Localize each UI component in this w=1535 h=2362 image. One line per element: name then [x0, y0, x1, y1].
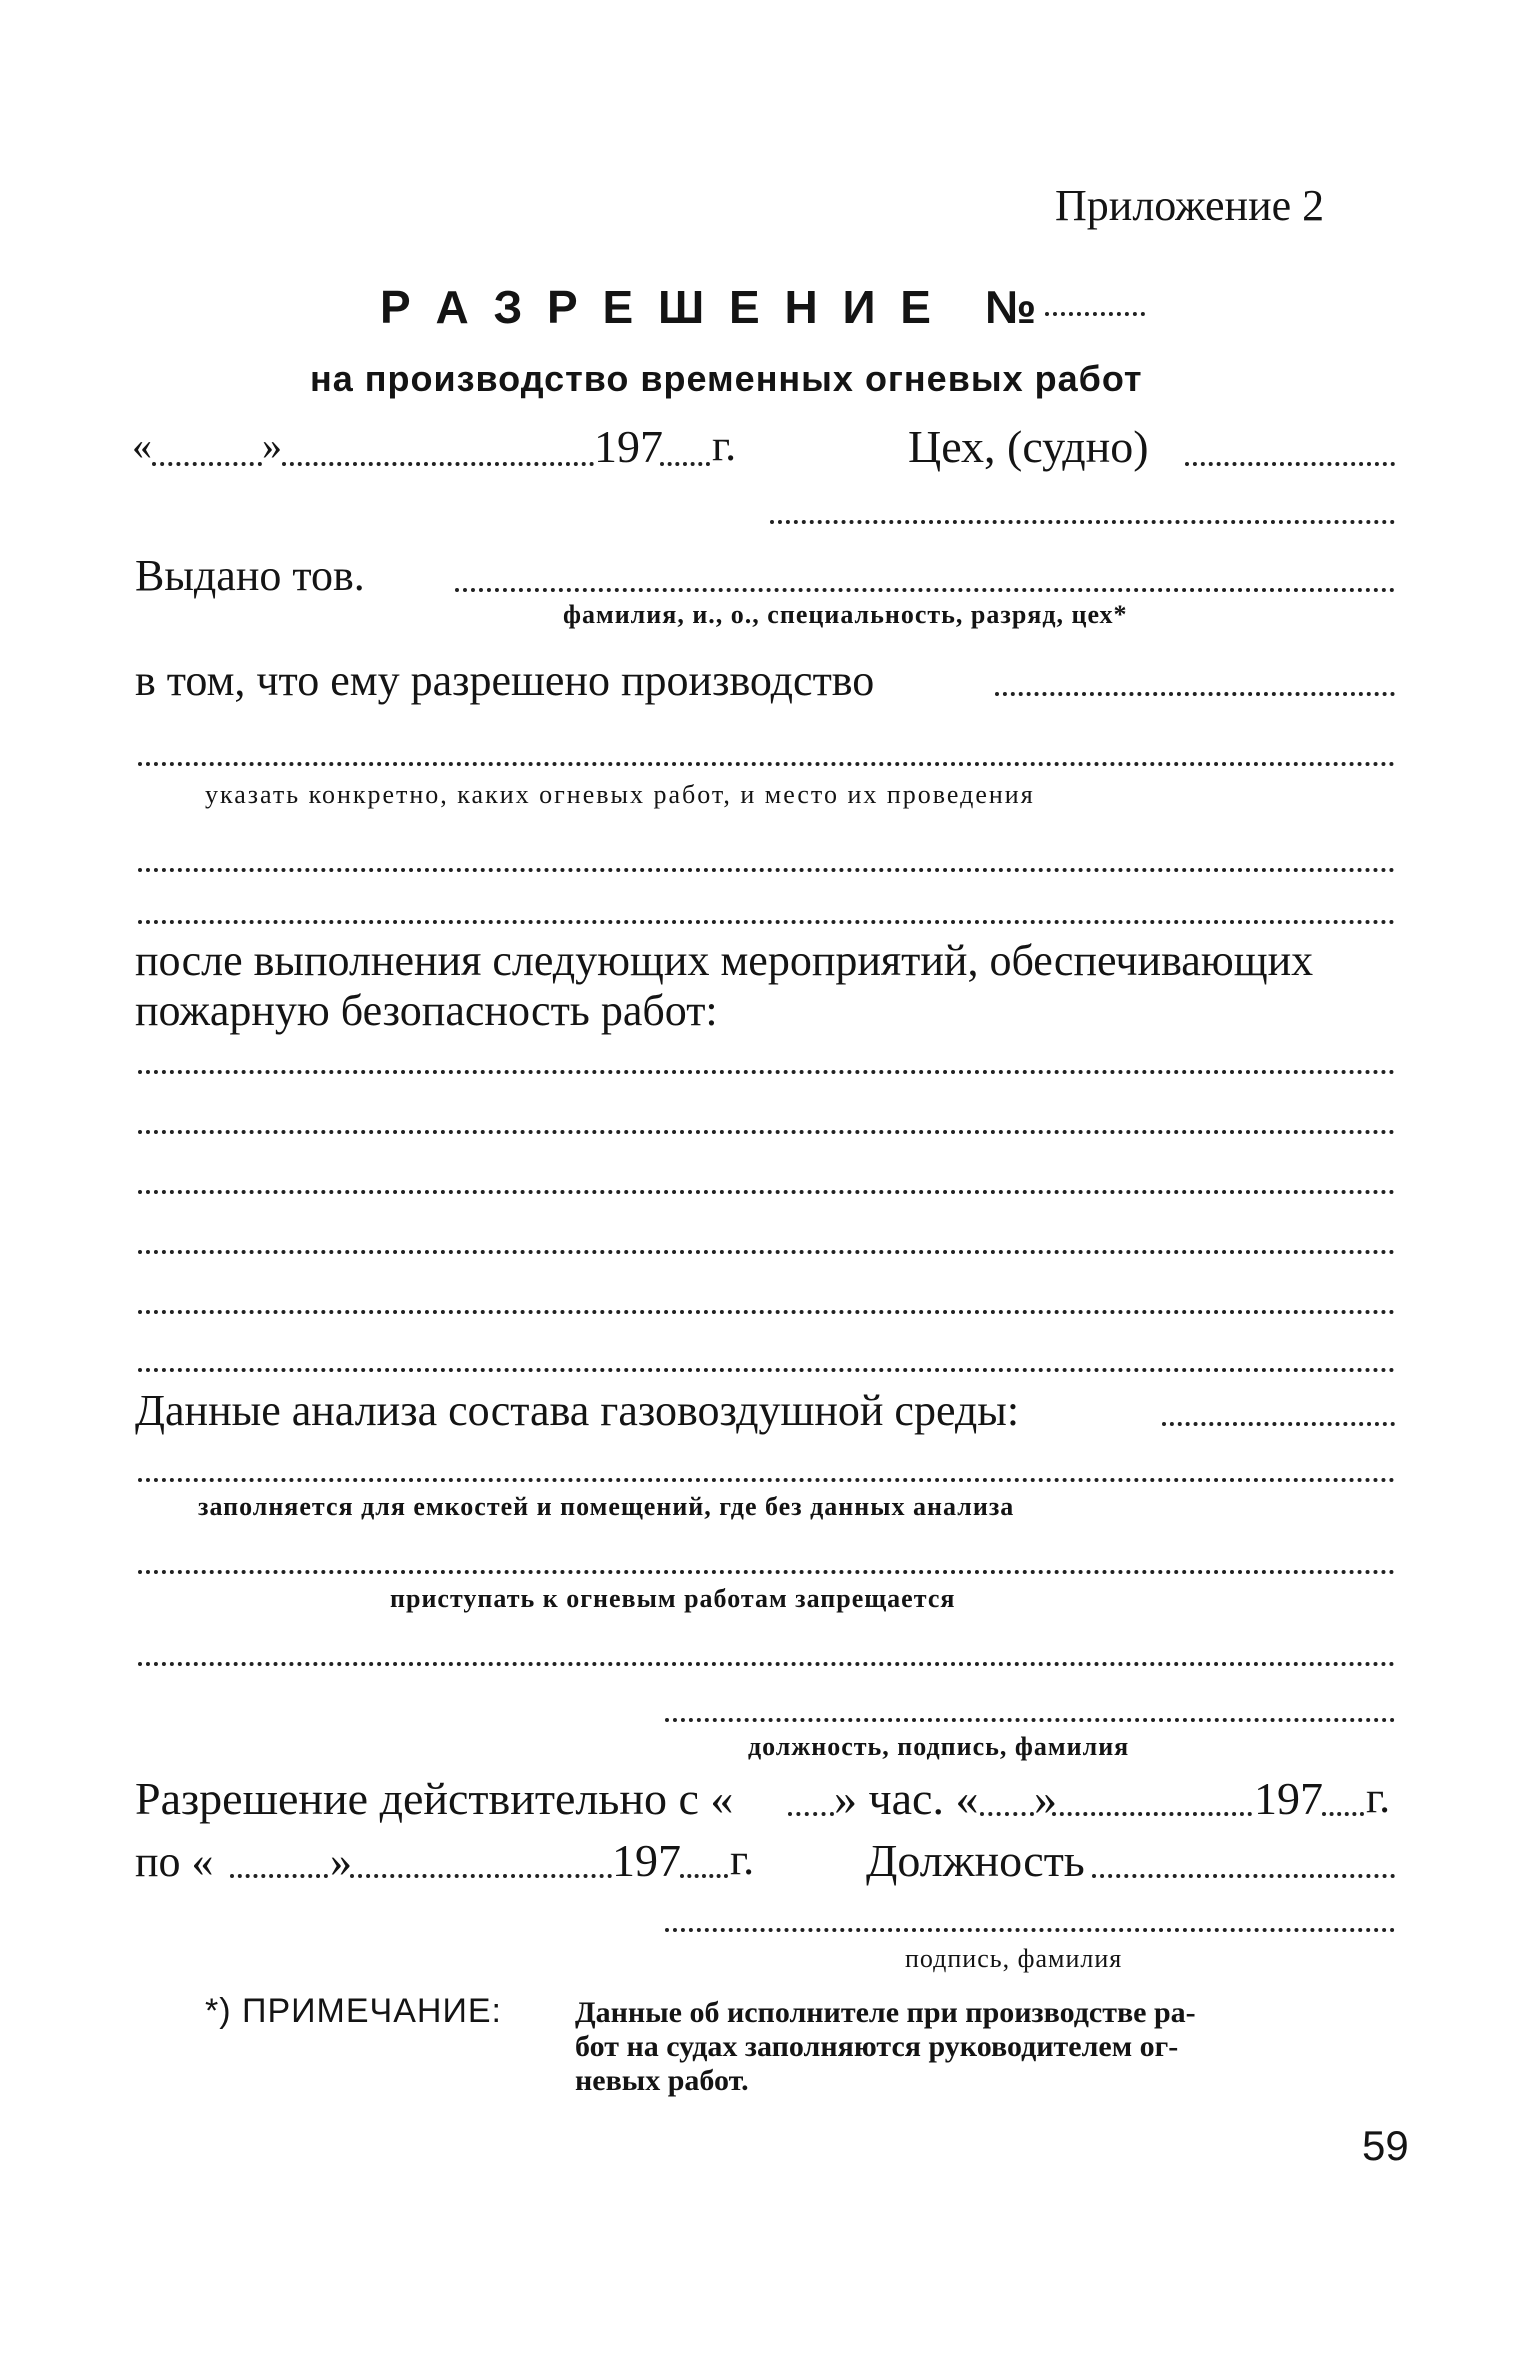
measures-label-line1: после выполнения следующих мероприятий, обеспечивающих — [135, 936, 1314, 985]
measures-field-line5[interactable] — [138, 1310, 1395, 1314]
analysis-field[interactable] — [1162, 1422, 1395, 1426]
analysis-hint-1: заполняется для емкостей и помещений, где без данных анализа — [198, 1492, 1015, 1521]
page-number: 59 — [1362, 2122, 1409, 2169]
date-open-quote: « — [132, 423, 152, 468]
issued-label: Выдано тов. — [135, 551, 365, 600]
valid-year-label: 197 — [1254, 1773, 1323, 1824]
valid-day-field[interactable] — [980, 1812, 1034, 1816]
measures-field-line3[interactable] — [138, 1190, 1395, 1194]
valid-day-close: » — [1034, 1773, 1057, 1824]
po-year-suffix: г. — [730, 1835, 755, 1884]
allowed-label: в том, что ему разрешено производство — [135, 656, 875, 705]
analysis-field-line2[interactable] — [138, 1478, 1395, 1482]
date-close-quote: » — [262, 423, 282, 468]
shop-field-line2[interactable] — [770, 520, 1395, 524]
shop-label: Цех, (судно) — [908, 421, 1149, 472]
year-field[interactable] — [660, 462, 710, 466]
po-month-field[interactable] — [350, 1874, 612, 1878]
measures-field-line4[interactable] — [138, 1250, 1395, 1254]
note-line-1: Данные об исполнителе при производстве ра- — [575, 1996, 1196, 2029]
issued-field[interactable] — [455, 588, 1395, 592]
position-field[interactable] — [1092, 1874, 1395, 1878]
analysis-label: Данные анализа состава газовоздушной среды: — [135, 1386, 1020, 1435]
po-label: по « — [135, 1837, 214, 1886]
allowed-field-line3[interactable] — [138, 868, 1395, 872]
note-line-3: невых работ. — [575, 2064, 749, 2097]
number-label: № — [985, 281, 1037, 333]
issued-hint: фамилия, и., о., специальность, разряд, цех* — [563, 600, 1128, 629]
signature-field-2[interactable] — [665, 1928, 1395, 1932]
appendix-label: Приложение 2 — [1055, 181, 1325, 230]
po-year-field[interactable] — [680, 1874, 728, 1878]
note-line-2: бот на судах заполняются руководителем ог- — [575, 2030, 1179, 2063]
signature-hint-2: подпись, фамилия — [905, 1944, 1123, 1973]
valid-month-field[interactable] — [1052, 1812, 1252, 1816]
date-month-field[interactable] — [282, 462, 594, 466]
po-day-close: » — [330, 1837, 352, 1886]
allowed-hint: указать конкретно, каких огневых работ, и место их проведения — [205, 780, 1035, 809]
signature-field-1[interactable] — [665, 1718, 1395, 1722]
analysis-field-line3[interactable] — [138, 1570, 1395, 1574]
po-year-label: 197 — [612, 1835, 681, 1886]
allowed-field-line2[interactable] — [138, 762, 1395, 766]
year-label: 197 — [594, 421, 663, 472]
document-subtitle: на производство временных огневых работ — [310, 358, 1143, 399]
measures-field-line2[interactable] — [138, 1130, 1395, 1134]
measures-field-line1[interactable] — [138, 1070, 1395, 1074]
note-label: *) ПРИМЕЧАНИЕ: — [205, 1992, 503, 2030]
shop-field[interactable] — [1185, 462, 1395, 466]
position-label: Должность — [866, 1835, 1085, 1886]
valid-year-field[interactable] — [1322, 1812, 1364, 1816]
year-suffix: г. — [712, 421, 737, 470]
measures-field-line6[interactable] — [138, 1368, 1395, 1372]
analysis-hint-2: приступать к огневым работам запрещается — [390, 1584, 956, 1613]
valid-year-suffix: г. — [1366, 1773, 1391, 1822]
analysis-field-line4[interactable] — [138, 1662, 1395, 1666]
po-day-field[interactable] — [230, 1874, 328, 1878]
valid-hour-field[interactable] — [788, 1812, 834, 1816]
valid-hour-label: » час. « — [834, 1773, 979, 1824]
date-day-field[interactable] — [152, 462, 262, 466]
signature-hint-1: должность, подпись, фамилия — [748, 1732, 1130, 1761]
number-field[interactable] — [1045, 312, 1145, 316]
measures-label-line2: пожарную безопасность работ: — [135, 986, 718, 1035]
allowed-field-line4[interactable] — [138, 920, 1395, 924]
allowed-field[interactable] — [995, 692, 1395, 696]
document-title: Р А З Р Е Ш Е Н И Е — [380, 281, 937, 333]
valid-label: Разрешение действительно с « — [135, 1773, 734, 1824]
